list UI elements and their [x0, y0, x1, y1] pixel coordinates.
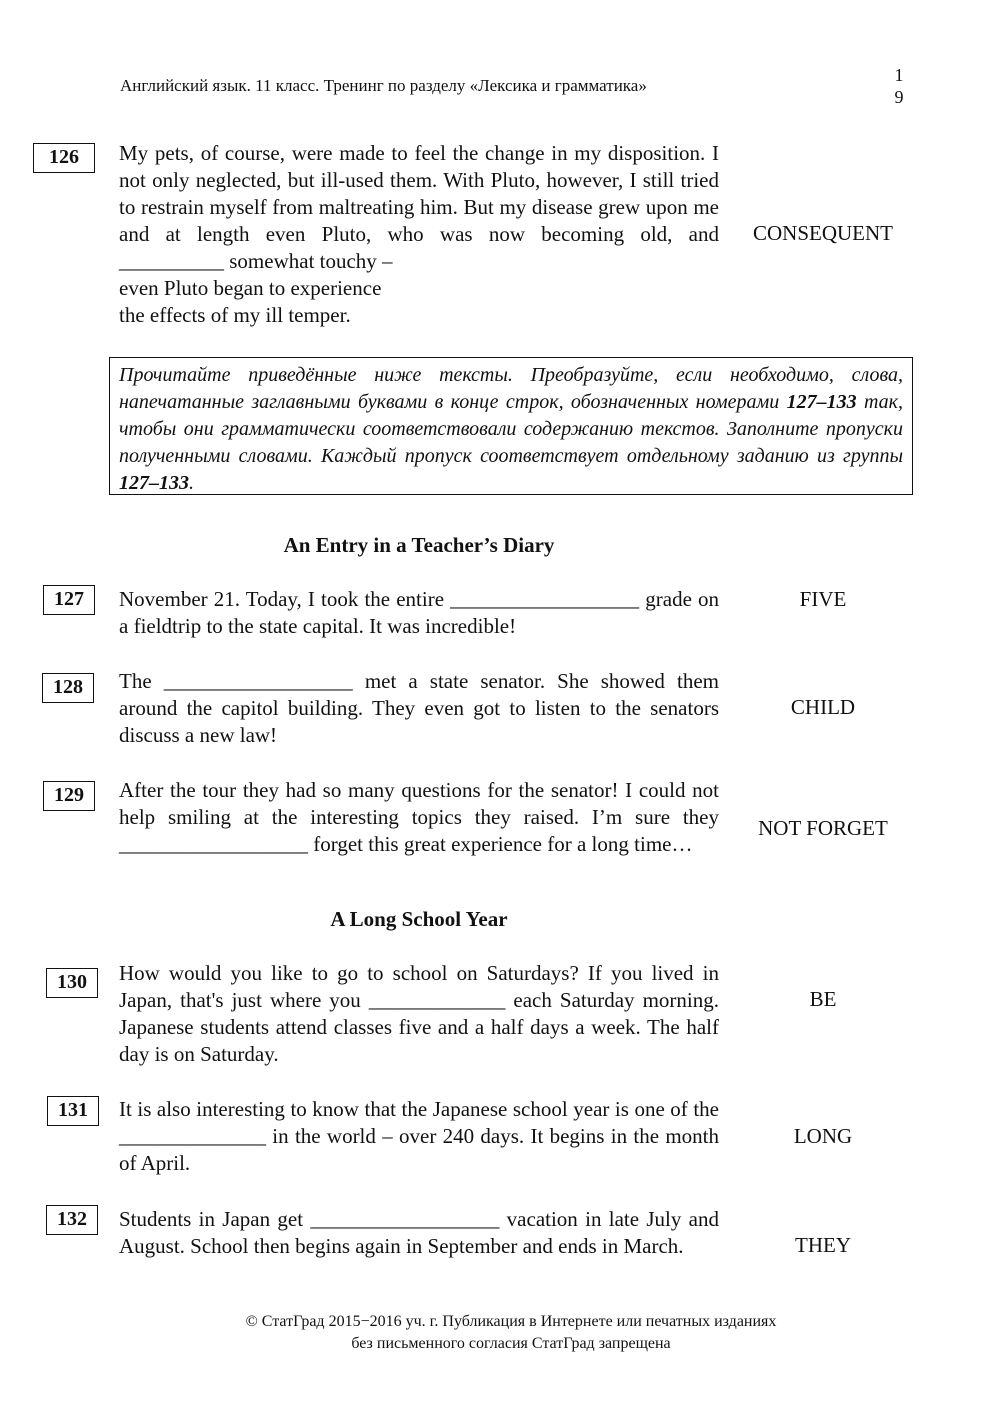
instructions-range-1: 127–133	[786, 391, 857, 413]
page-footer	[0, 1311, 1000, 1355]
footer-line-2: без письменного согласия СтатГрад запрещена	[351, 1335, 671, 1352]
question-126-line-3: the effects of my ill temper.	[119, 303, 351, 327]
question-text-126	[119, 140, 719, 329]
question-number-127: 127	[43, 585, 95, 615]
question-text-132: Students in Japan get __________________ vacation in late July and August. School then begins again in September and ends in March.	[119, 1207, 719, 1258]
key-word-129: NOT FORGET	[758, 816, 888, 840]
key-word-131: LONG	[793, 1124, 853, 1148]
question-text-130: How would you like to go to school on Saturdays? If you lived in Japan, that's just where you _____________ each Saturday morning. Japanese students attend classes five and a half days a week. The half day is on Saturday.	[119, 961, 719, 1066]
key-word-126: CONSEQUENT	[753, 221, 893, 245]
instructions-part-2: так, чтобы они грамматически соответствовали содержанию текстов. Заполните пропуски полученными словами. Каждый пропуск соответствует отдельному заданию из группы	[119, 391, 904, 467]
question-number-130: 130	[46, 968, 98, 998]
key-word-132: THEY	[795, 1233, 851, 1257]
instructions-box	[109, 357, 913, 495]
question-number-126: 126	[33, 143, 95, 173]
instructions-part-1: Прочитайте приведённые ниже тексты. Преобразуйте, если необходимо, слова, напечатанные заглавными буквами в конце строк, обозначенных номерами	[119, 364, 903, 413]
question-number-128: 128	[42, 673, 94, 703]
question-number-132: 132	[46, 1205, 98, 1235]
section-title-long-school-year: A Long School Year	[330, 907, 508, 931]
question-number-129: 129	[43, 781, 95, 811]
section-title-teacher-diary: An Entry in a Teacher’s Diary	[283, 533, 555, 557]
question-text-131: It is also interesting to know that the Japanese school year is one of the ______________ in the world – over 240 days. It begins in the month of April.	[119, 1097, 719, 1175]
question-126-line-2: even Pluto began to experience	[119, 276, 382, 300]
page-number-top: 1	[894, 65, 904, 85]
key-word-130: BE	[809, 987, 837, 1011]
footer-line-1: © СтатГрад 2015−2016 уч. г. Публикация в Интернете или печатных изданиях	[245, 1313, 777, 1330]
page-number	[892, 64, 906, 108]
question-text-129: After the tour they had so many questions for the senator! I could not help smiling at the interesting topics they raised. I’m sure they __________________ forget this great experience for a long time…	[119, 778, 719, 856]
page-number-bottom: 9	[894, 87, 904, 107]
question-text-127: November 21. Today, I took the entire __________________ grade on a fieldtrip to the state capital. It was incredible!	[119, 587, 719, 638]
question-text-128: The __________________ met a state senator. She showed them around the capitol building. They even got to listen to the senators discuss a new law!	[119, 669, 719, 747]
key-word-128: CHILD	[790, 695, 856, 719]
key-word-127: FIVE	[799, 587, 847, 611]
page-header: Английский язык. 11 класс. Тренинг по разделу «Лексика и грамматика»	[120, 76, 647, 95]
question-number-131: 131	[47, 1096, 99, 1126]
instructions-range-2: 127–133	[119, 472, 189, 494]
instructions-part-3: .	[189, 472, 194, 494]
question-126-line-1: My pets, of course, were made to feel the change in my disposition. I not only neglected, but ill-used them. With Pluto, however, I still tried to restrain myself from maltreating him. But my disease grew upon me and at length even Pluto, who was now becoming old, and __________ somewhat touchy –	[119, 141, 719, 273]
